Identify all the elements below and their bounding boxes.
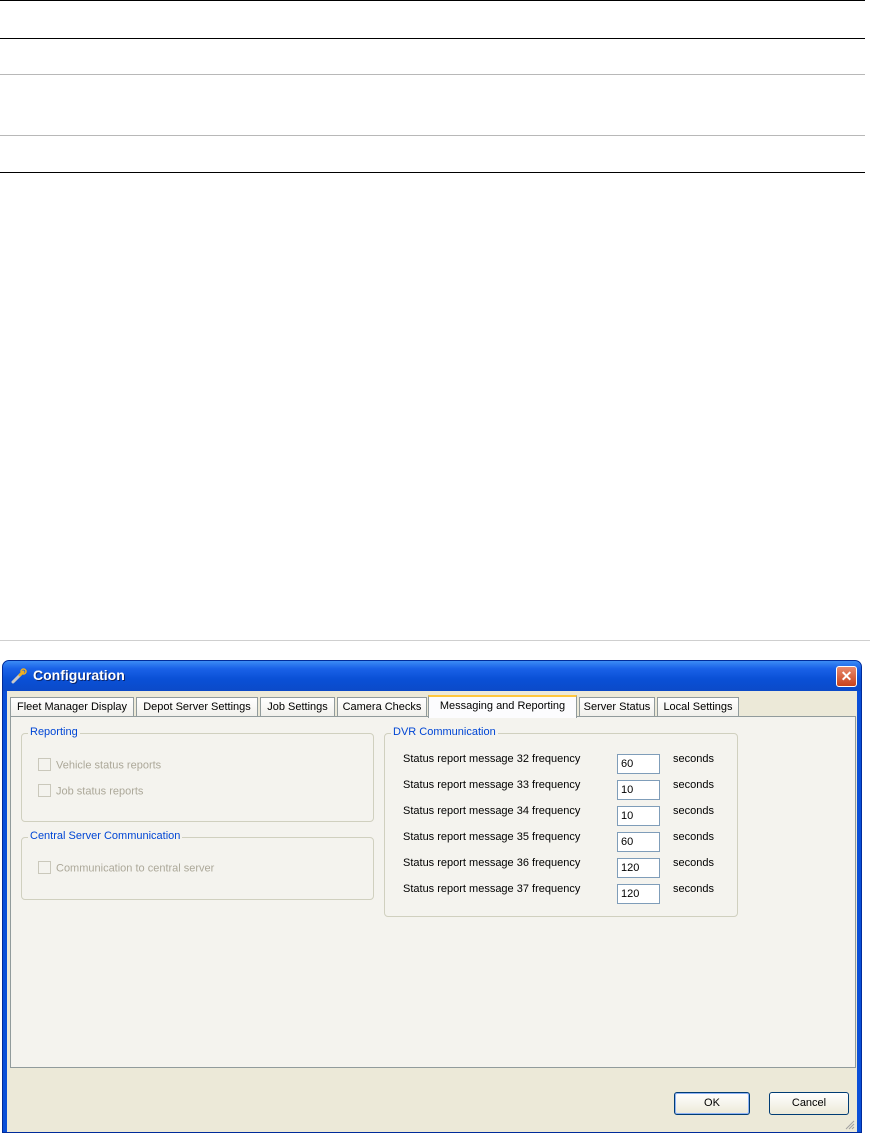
- dvr-row-label: Status report message 34 frequency: [403, 805, 581, 817]
- dvr-group-title: DVR Communication: [393, 726, 496, 738]
- tab-depot-server-settings[interactable]: Depot Server Settings: [136, 697, 258, 717]
- frequency-input[interactable]: 120: [617, 858, 660, 878]
- figure-separator: [0, 640, 870, 641]
- tab-panel: [10, 716, 856, 1068]
- dvr-row-label: Status report message 37 frequency: [403, 883, 581, 895]
- dvr-row-label: Status report message 35 frequency: [403, 831, 581, 843]
- tab-local-settings[interactable]: Local Settings: [657, 697, 739, 717]
- reporting-group-title: Reporting: [30, 726, 78, 738]
- checkbox-box[interactable]: [38, 758, 51, 771]
- frequency-input[interactable]: 120: [617, 884, 660, 904]
- communication-to-central-server-checkbox[interactable]: [38, 862, 214, 875]
- close-button[interactable]: [836, 666, 857, 687]
- unit-label: seconds: [673, 753, 714, 765]
- dvr-row-label: Status report message 32 frequency: [403, 753, 581, 765]
- bottom-rule: [0, 172, 865, 173]
- checkbox-label: Communication to central server: [56, 862, 215, 875]
- title-bar[interactable]: [3, 661, 861, 691]
- close-icon: ✕: [840, 668, 853, 684]
- vehicle-status-reports-checkbox[interactable]: [38, 759, 161, 772]
- unit-label: seconds: [673, 779, 714, 791]
- top-rule: [0, 0, 865, 1]
- tab-messaging-and-reporting[interactable]: Messaging and Reporting: [428, 695, 577, 718]
- cancel-button[interactable]: Cancel: [769, 1092, 849, 1115]
- wrench-icon: [11, 668, 27, 684]
- tab-job-settings[interactable]: Job Settings: [260, 697, 335, 717]
- tab-fleet-manager-display[interactable]: Fleet Manager Display: [10, 697, 134, 717]
- dvr-row-label: Status report message 36 frequency: [403, 857, 581, 869]
- tab-server-status[interactable]: Server Status: [579, 697, 655, 717]
- tab-camera-checks[interactable]: Camera Checks: [337, 697, 427, 717]
- table-rule: [0, 135, 865, 136]
- unit-label: seconds: [673, 831, 714, 843]
- window-title: Configuration: [33, 667, 125, 683]
- checkbox-box[interactable]: [38, 861, 51, 874]
- window-client: [7, 691, 857, 1132]
- frequency-input[interactable]: 60: [617, 754, 660, 774]
- central-server-group-title: Central Server Communication: [30, 830, 181, 842]
- central-server-group: [21, 830, 374, 900]
- job-status-reports-checkbox[interactable]: [38, 785, 143, 798]
- frequency-input[interactable]: 60: [617, 832, 660, 852]
- frequency-input[interactable]: 10: [617, 806, 660, 826]
- unit-label: seconds: [673, 883, 714, 895]
- checkbox-box[interactable]: [38, 784, 51, 797]
- dvr-row-label: Status report message 33 frequency: [403, 779, 581, 791]
- table-rule: [0, 38, 865, 39]
- dvr-communication-group: [384, 726, 738, 917]
- ok-button[interactable]: OK: [674, 1092, 750, 1115]
- checkbox-label: Job status reports: [56, 785, 144, 798]
- checkbox-label: Vehicle status reports: [56, 759, 162, 772]
- frequency-input[interactable]: 10: [617, 780, 660, 800]
- table-rule: [0, 74, 865, 75]
- unit-label: seconds: [673, 857, 714, 869]
- configuration-window: [2, 660, 862, 1133]
- resize-grip-icon[interactable]: [843, 1118, 855, 1130]
- unit-label: seconds: [673, 805, 714, 817]
- reporting-group: [21, 726, 374, 822]
